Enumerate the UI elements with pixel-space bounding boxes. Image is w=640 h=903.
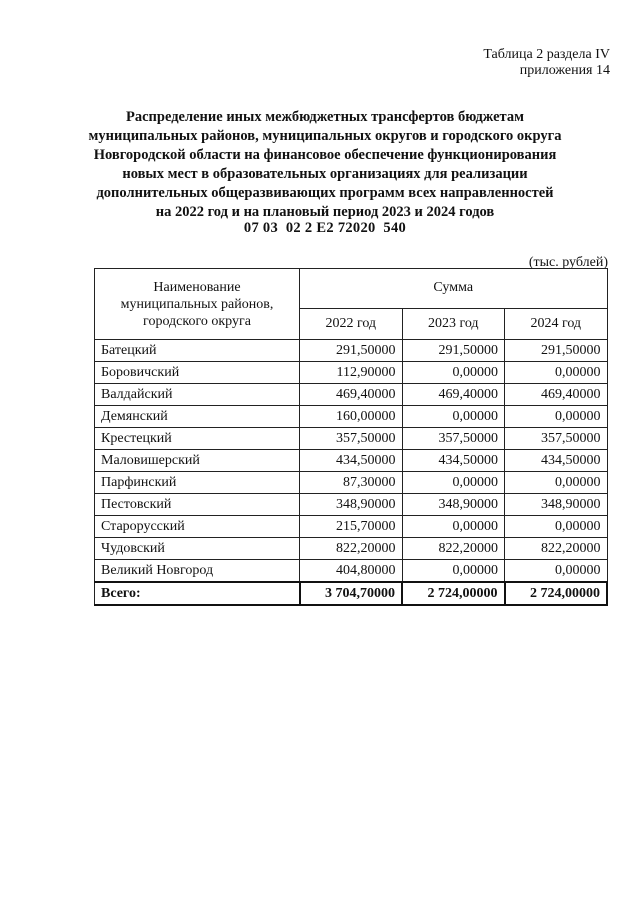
amount-2024: 0,00000 — [505, 560, 608, 583]
amount-2022: 348,90000 — [300, 494, 403, 516]
title-line: Новгородской области на финансовое обеспечение функционирования — [93, 147, 557, 163]
year-header-2024: 2024 год — [505, 308, 608, 339]
table-row — [95, 472, 608, 494]
total-row — [95, 582, 608, 605]
units-label: (тыс. рублей) — [528, 255, 608, 270]
amount-2022: 215,70000 — [300, 516, 403, 538]
sum-column-header: Сумма — [300, 269, 608, 309]
table-reference-line2: приложения 14 — [519, 63, 610, 78]
table-row — [95, 340, 608, 362]
transfers-table — [94, 268, 608, 606]
title-line: муниципальных районов, муниципальных округов и городского округа — [88, 128, 562, 144]
district-name: Боровичский — [95, 362, 300, 384]
title-line: на 2022 год и на плановый период 2023 и 2024 годов — [155, 204, 495, 220]
amount-2024: 348,90000 — [505, 494, 608, 516]
amount-2024: 469,40000 — [505, 384, 608, 406]
amount-2024: 0,00000 — [505, 406, 608, 428]
district-name: Демянский — [95, 406, 300, 428]
amount-2024: 0,00000 — [505, 362, 608, 384]
district-name: Великий Новгород — [95, 560, 300, 583]
amount-2024: 434,50000 — [505, 450, 608, 472]
table-row — [95, 428, 608, 450]
district-name: Валдайский — [95, 384, 300, 406]
amount-2024: 357,50000 — [505, 428, 608, 450]
amount-2023: 0,00000 — [402, 516, 505, 538]
district-name: Старорусский — [95, 516, 300, 538]
district-name: Пестовский — [95, 494, 300, 516]
amount-2022: 469,40000 — [300, 384, 403, 406]
amount-2022: 357,50000 — [300, 428, 403, 450]
district-name: Парфинский — [95, 472, 300, 494]
table-row — [95, 516, 608, 538]
name-header-line: муниципальных районов, — [120, 296, 274, 312]
amount-2023: 0,00000 — [402, 362, 505, 384]
amount-2022: 112,90000 — [300, 362, 403, 384]
table-row — [95, 560, 608, 583]
amount-2022: 291,50000 — [300, 340, 403, 362]
district-name: Батецкий — [95, 340, 300, 362]
name-header-line: городского округа — [143, 313, 251, 329]
amount-2023: 0,00000 — [402, 406, 505, 428]
amount-2023: 0,00000 — [402, 472, 505, 494]
table-row — [95, 538, 608, 560]
amount-2023: 434,50000 — [402, 450, 505, 472]
amount-2022: 434,50000 — [300, 450, 403, 472]
amount-2024: 0,00000 — [505, 472, 608, 494]
district-name: Чудовский — [95, 538, 300, 560]
table-row — [95, 362, 608, 384]
document-title — [80, 108, 570, 222]
amount-2022: 160,00000 — [300, 406, 403, 428]
table-row — [95, 406, 608, 428]
amount-2023: 357,50000 — [402, 428, 505, 450]
amount-2022: 404,80000 — [300, 560, 403, 583]
amount-2023: 469,40000 — [402, 384, 505, 406]
amount-2024: 291,50000 — [505, 340, 608, 362]
amount-2024: 0,00000 — [505, 516, 608, 538]
name-column-header — [95, 269, 300, 340]
amount-2022: 822,20000 — [300, 538, 403, 560]
total-2023: 2 724,00000 — [402, 582, 505, 605]
title-line: новых мест в образовательных организациях для реализации — [122, 166, 528, 182]
year-header-2023: 2023 год — [402, 308, 505, 339]
table-reference-line1: Таблица 2 раздела IV — [483, 47, 610, 62]
district-name: Маловишерский — [95, 450, 300, 472]
total-2024: 2 724,00000 — [505, 582, 608, 605]
total-label: Всего: — [95, 582, 300, 605]
year-header-2022: 2022 год — [300, 308, 403, 339]
title-line: дополнительных общеразвивающих программ всех направленностей — [96, 185, 554, 201]
name-header-line: Наименование — [153, 279, 241, 295]
district-name: Крестецкий — [95, 428, 300, 450]
budget-classification-code: 07 03 02 2 E2 72020 540 — [243, 220, 407, 236]
amount-2023: 822,20000 — [402, 538, 505, 560]
table-reference — [483, 47, 610, 79]
table-row — [95, 450, 608, 472]
amount-2024: 822,20000 — [505, 538, 608, 560]
table-row — [95, 494, 608, 516]
total-2022: 3 704,70000 — [300, 582, 403, 605]
amount-2023: 348,90000 — [402, 494, 505, 516]
title-line: Распределение иных межбюджетных трансфертов бюджетам — [126, 109, 524, 125]
table-row — [95, 384, 608, 406]
amount-2023: 0,00000 — [402, 560, 505, 583]
amount-2023: 291,50000 — [402, 340, 505, 362]
amount-2022: 87,30000 — [300, 472, 403, 494]
